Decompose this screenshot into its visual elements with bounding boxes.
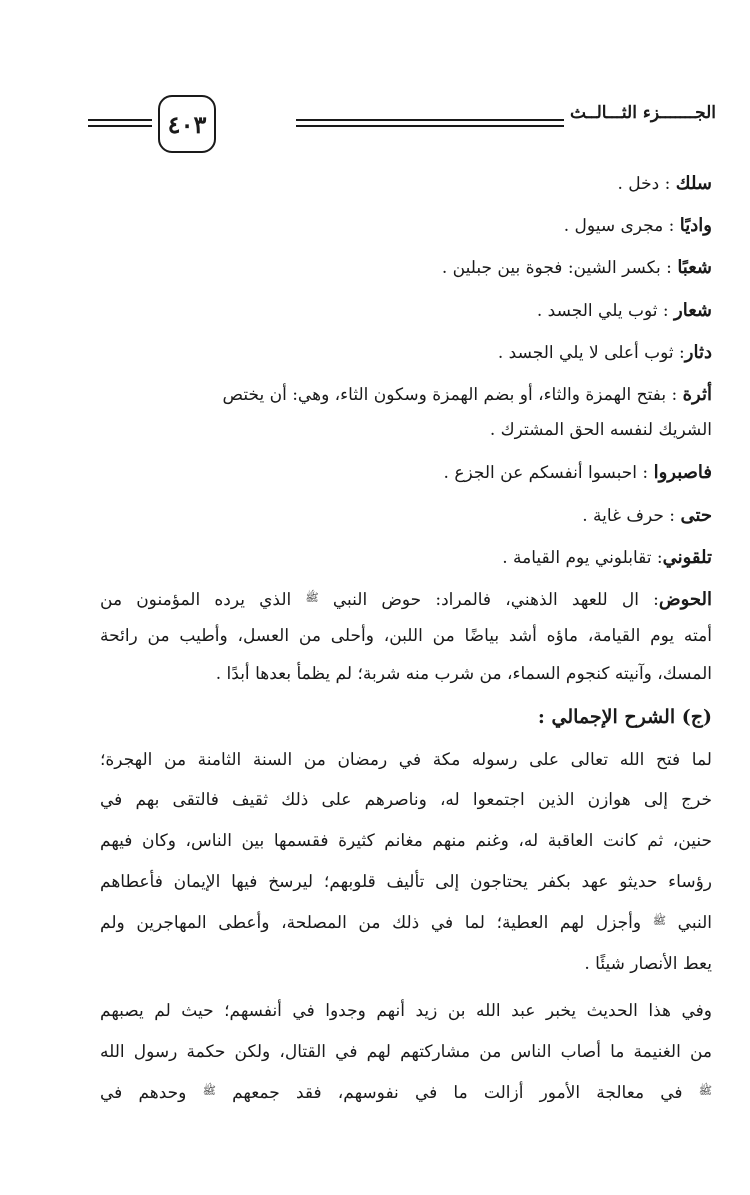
glossary-entry xyxy=(564,215,712,236)
glossary-term: شعبًا xyxy=(677,257,712,278)
glossary-term: أثرة xyxy=(682,384,712,405)
glossary-term: الحوض xyxy=(658,589,712,610)
paragraph-text: النبي xyxy=(677,913,712,933)
paragraph-text: وحدهم في xyxy=(100,1083,187,1103)
paragraph-text: في معالجة الأمور أزالت ما في نفوسهم، فقد جمعهم xyxy=(232,1083,683,1103)
glossary-term: حتى xyxy=(680,505,712,526)
glossary-definition: مجرى سيول . xyxy=(563,216,664,236)
glossary-term: شعار xyxy=(674,300,712,321)
glossary-definition: ثوب يلي الجسد . xyxy=(536,301,658,321)
hawd-line: أمته يوم القيامة، ماؤه أشد بياضًا من اللبن، وأحلى من العسل، وأطيب من رائحة xyxy=(100,626,712,646)
separator: : xyxy=(663,506,681,526)
paragraph-line: حنين، ثم كانت العاقبة له، وغنم منهم مغانم كثيرة فقسمها بين الناس، وكان فيهم xyxy=(100,831,712,851)
separator: : xyxy=(638,590,659,610)
glossary-continuation: الشريك لنفسه الحق المشترك . xyxy=(489,420,712,440)
separator: : xyxy=(663,216,680,236)
header-rule-left xyxy=(88,119,152,127)
hawd-text: ال للعهد الذهني، فالمراد: حوض النبي xyxy=(332,590,639,610)
glossary-entry xyxy=(502,547,712,568)
page-header xyxy=(88,95,716,155)
glossary-definition: حرف غاية . xyxy=(582,506,664,526)
hawd-line: المسك، وآنيته كنجوم السماء، من شرب منه شربة؛ لم يظمأ بعدها أبدًا . xyxy=(215,664,712,684)
glossary-definition: تقابلوني يوم القيامة . xyxy=(502,548,652,568)
honorific-glyph: ﷺ xyxy=(652,914,667,927)
glossary-entry xyxy=(582,505,712,526)
separator: : xyxy=(660,258,678,278)
paragraph-line: لما فتح الله تعالى على رسوله مكة في رمضان من السنة الثامنة من الهجرة؛ xyxy=(100,750,712,770)
separator: : xyxy=(651,548,663,568)
honorific-glyph: ﷺ xyxy=(698,1084,713,1097)
separator: : xyxy=(666,385,683,405)
separator: : xyxy=(659,174,676,194)
glossary-term: فاصبروا xyxy=(653,462,712,483)
paragraph-line: وفي هذا الحديث يخبر عبد الله بن زيد أنهم وجدوا في أنفسهم؛ حيث لم يصبهم xyxy=(100,1001,712,1021)
paragraph-line xyxy=(100,913,712,933)
glossary-definition: بكسر الشين: فجوة بين جبلين . xyxy=(441,258,661,278)
paragraph-line: يعط الأنصار شيئًا . xyxy=(584,954,712,974)
separator: : xyxy=(673,343,685,363)
glossary-term: سلك xyxy=(675,173,712,194)
glossary-entry xyxy=(537,300,712,321)
paragraph-line xyxy=(100,1083,712,1103)
glossary-definition: دخل . xyxy=(617,174,660,194)
hawd-entry xyxy=(100,589,712,610)
part-title: الجـــــــزء الثـــالــث xyxy=(569,103,716,123)
hawd-text: الذي يرده المؤمنون من xyxy=(100,590,292,610)
glossary-definition: بفتح الهمزة والثاء، أو بضم الهمزة وسكون الثاء، وهي: أن يختص xyxy=(222,385,667,405)
page-number-box xyxy=(158,95,216,153)
paragraph-text: وأجزل لهم العطية؛ لما في ذلك من المصلحة، وأعطى المهاجرين ولم xyxy=(100,913,642,933)
paragraph-line: رؤساء حديثو عهد بكفر يحتاجون إلى تأليف قلوبهم؛ ليرسخ فيها الإيمان فأعطاهم xyxy=(100,872,712,892)
glossary-entry xyxy=(444,462,712,483)
honorific-glyph: ﷺ xyxy=(305,591,319,604)
glossary-definition: ثوب أعلى لا يلي الجسد . xyxy=(497,343,674,363)
glossary-term: واديًا xyxy=(679,215,712,236)
section-heading: (ج) الشرح الإجمالي : xyxy=(537,706,712,728)
honorific-glyph: ﷺ xyxy=(202,1084,216,1097)
page-number: ٤٠٣ xyxy=(167,109,207,139)
glossary-term: تلقوني xyxy=(662,547,712,568)
header-rule-right xyxy=(296,119,564,127)
glossary-term: دثار xyxy=(684,342,712,363)
separator: : xyxy=(657,301,675,321)
glossary-entry xyxy=(498,342,712,363)
glossary-entry xyxy=(442,257,712,278)
glossary-entry xyxy=(223,384,712,405)
paragraph-line: خرج إلى هوازن الذين اجتمعوا له، وناصرهم على ذلك ثقيف فالتقى بهم في xyxy=(100,790,712,810)
glossary-definition: احبسوا أنفسكم عن الجزع . xyxy=(443,463,638,483)
glossary-entry xyxy=(617,173,712,194)
paragraph-line: من الغنيمة ما أصاب الناس من مشاركتهم لهم في القتال، ولكن حكمة رسول الله xyxy=(100,1042,712,1062)
separator: : xyxy=(637,463,654,483)
